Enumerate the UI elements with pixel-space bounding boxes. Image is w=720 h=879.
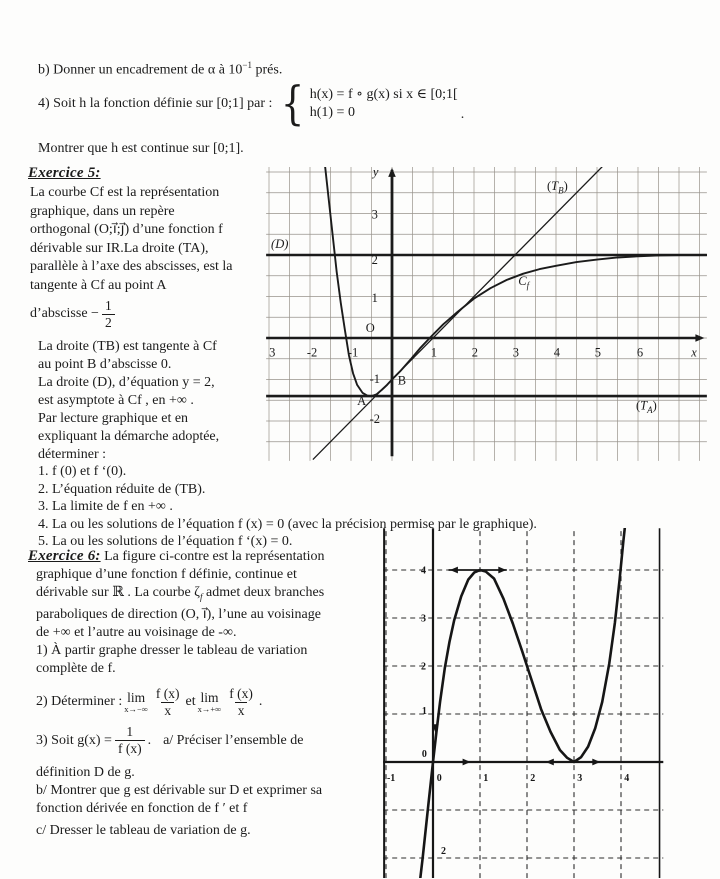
question-b-encadrement [38, 60, 282, 79]
ex6-question-1: 1) À partir graphe dresser le tableau de variation [36, 642, 308, 658]
ex6-intro-rest: La figure ci-contre est la représentation [104, 549, 325, 564]
fraction-fx-sur-x [226, 687, 256, 718]
fraction-denominator: x [161, 702, 174, 718]
question-3a-text: a/ Préciser l’ensemble de [163, 732, 304, 748]
sentence-dot: . [460, 107, 465, 123]
ex6-line: de +∞ et l’autre au voisinage de -∞. [36, 624, 237, 640]
svg-text:2: 2 [371, 253, 378, 268]
svg-text:6: 6 [636, 345, 644, 360]
left-brace: { [281, 76, 305, 130]
fraction-fx-sur-x [153, 687, 183, 718]
question-b-text: b) Donner un encadrement de α à 10 [38, 62, 243, 78]
svg-text:-1: -1 [347, 345, 359, 360]
svg-text:1: 1 [483, 773, 489, 785]
svg-text:5: 5 [594, 345, 601, 360]
svg-text:3: 3 [577, 773, 583, 785]
ex5-line: Par lecture graphique et en [38, 411, 189, 426]
ex6-question-1-suite: complète de f. [36, 660, 116, 676]
ex5-line: orthogonal (O;i⃗;j⃗) d’une fonction f [30, 222, 223, 237]
svg-text:2: 2 [471, 345, 478, 360]
svg-text:-1: -1 [386, 773, 396, 785]
ex6-question-3 [36, 725, 386, 756]
ex5-line: parallèle à l’axe des abscisses, est la [30, 259, 233, 274]
svg-text:4: 4 [624, 773, 630, 785]
ex5-line: La droite (TB) est tangente à Cf [38, 339, 217, 354]
svg-text:(TA): $(T_A)$ [635, 398, 657, 415]
ex5-line: déterminer : [38, 447, 107, 462]
exercice6-block [28, 547, 386, 840]
svg-text:0: 0 [421, 749, 427, 761]
svg-text:A: A [357, 394, 367, 409]
ex5-line: La droite (D), d’équation y = 2, [38, 375, 215, 390]
h-cases [310, 86, 458, 122]
svg-text:y: y [372, 167, 379, 180]
svg-text:1: 1 [421, 706, 427, 717]
montrer-h-continue: Montrer que h est continue sur [0;1]. [38, 141, 244, 156]
svg-text:3: 3 [371, 207, 378, 222]
fraction-numerator: 1 [126, 724, 134, 740]
fraction-denominator: f (x) [115, 740, 145, 756]
svg-text:-2: -2 [369, 412, 380, 427]
fraction-numerator: 1 [104, 298, 112, 313]
exercice5-paragraph [30, 184, 233, 336]
lim-subscript: x→−∞ [124, 704, 148, 715]
limite-plus-infini [198, 691, 222, 714]
svg-text:1: 1 [430, 345, 437, 360]
ex5-abscisse-line [30, 299, 233, 330]
ex5-line: graphique, dans un repère [30, 203, 175, 219]
svg-text:1: 1 [371, 290, 378, 305]
courbe-subscript: f [199, 591, 203, 602]
exercice6-graph [383, 528, 664, 879]
exercice6-title: Exercice 6: [28, 548, 101, 564]
svg-text:3: 3 [512, 345, 519, 360]
fraction-un-sur-fx [115, 725, 145, 756]
h-case-2: h(1) = 0 [309, 104, 355, 120]
svg-text:4: 4 [420, 565, 426, 577]
svg-text:-2: -2 [306, 345, 318, 360]
h-case-1: h(x) = f ∘ g(x) si x ∈ [0;1[ [309, 86, 458, 102]
definition-fonction-h [38, 76, 465, 130]
fraction-denominator: 2 [102, 314, 115, 330]
ex6-question-3a-suite: définition D de g. [36, 765, 135, 781]
ex5-question-2: 2. L’équation réduite de (TB). [38, 481, 206, 497]
ex5-line: expliquant la démarche adoptée, [38, 429, 220, 444]
ex5-line: tangente à Cf au point A [30, 277, 167, 293]
ex5-question-4: 4. La ou les solutions de l’équation f (x) = 0 (avec la précision permise par le graphique). [38, 516, 537, 532]
sentence-dot: . [147, 732, 152, 748]
et-text: et [185, 694, 196, 710]
courbe-pre: dérivable sur ℝ . La courbe ζ [36, 585, 200, 600]
fraction-numerator: f (x) [155, 685, 180, 701]
ex6-intro-line [28, 547, 386, 566]
ex5-question-5: 5. La ou les solutions de l’équation f ‘(x) = 0. [38, 534, 293, 549]
ex5-line: est asymptote à Cf , en +∞ . [38, 393, 194, 408]
lim-word: lim [200, 689, 219, 705]
ex5-question-3: 3. La limite de f en +∞ . [38, 499, 173, 514]
courbe-post: admet deux branches [202, 585, 325, 600]
svg-text:B: B [397, 373, 407, 388]
svg-text:2: 2 [420, 661, 426, 673]
svg-text:0: 0 [436, 773, 442, 785]
question-b-end: prés. [252, 62, 283, 78]
abscisse-text: d’abscisse − [30, 306, 99, 322]
fraction-un-demi [102, 299, 115, 330]
svg-text:Cf: $C_f$ [518, 273, 530, 291]
svg-text:O: O [365, 321, 375, 336]
svg-text:4: 4 [553, 345, 560, 360]
fraction-denominator: x [235, 702, 248, 718]
determiner-text: 2) Déterminer : [36, 694, 123, 710]
svg-text:x: x [691, 345, 697, 360]
ex6-question-3c: c/ Dresser le tableau de variation de g. [36, 823, 251, 839]
ex6-question-3b: b/ Montrer que g est dérivable sur D et exprimer sa [36, 783, 323, 799]
svg-text:(D): (D) [271, 236, 289, 251]
lim-subscript: x→+∞ [197, 704, 222, 715]
ex6-line: paraboliques de direction (O, i⃗), l’une au voisinage [36, 606, 321, 622]
svg-text:2: 2 [530, 773, 536, 785]
svg-text:-1: -1 [369, 371, 380, 386]
ex5-line: dérivable sur IR.La droite (TA), [30, 240, 209, 256]
ex5-line: La courbe Cf est la représentation [30, 185, 220, 200]
lim-word: lim [127, 689, 146, 705]
limite-moins-infini [124, 691, 148, 714]
exponent: −1 [242, 60, 252, 70]
ex5-question-1: 1. f (0) et f ‘(0). [38, 464, 127, 479]
fraction-numerator: f (x) [229, 685, 253, 701]
exercice5-paragraph-2 [38, 338, 219, 464]
h-definition-intro: 4) Soit h la fonction définie sur [0;1] par : [38, 95, 273, 111]
soit-g-text: 3) Soit g(x) = [36, 732, 112, 748]
ex6-line: graphique d’une fonction f définie, continue et [36, 567, 297, 582]
ex5-line: au point B d’abscisse 0. [38, 357, 172, 372]
svg-text:3: 3 [269, 345, 276, 360]
svg-text:3: 3 [420, 613, 426, 625]
svg-text:(TB): $(T_B)$ [546, 178, 568, 196]
exercice5-title: Exercice 5: [28, 165, 101, 181]
svg-text:2: 2 [440, 846, 446, 858]
ex6-courbe-line [36, 584, 386, 606]
sentence-dot: . [258, 694, 263, 710]
ex6-question-2-limites [36, 687, 386, 718]
exercice5-graph [266, 167, 707, 466]
ex6-question-3b-suite: fonction dérivée en fonction de f ′ et f [36, 801, 248, 817]
